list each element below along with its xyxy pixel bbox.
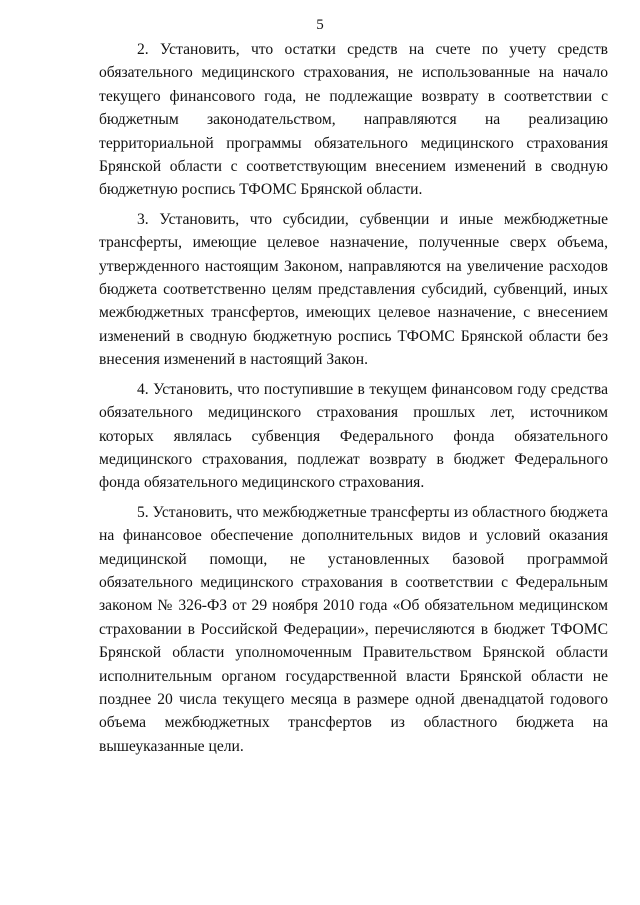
paragraph-5: 5. Установить, что межбюджетные трансферты из областного бюджета на финансовое обеспечение дополнительных видов и условий оказания медицинской помощи, не установленных базовой программой обязательного медицинского страхования в соответствии с Федеральным законом № 326-ФЗ от 29 ноября 2010 года «Об обязательном медицинском страховании в Российской Федерации», перечисляются в бюджет ТФОМС Брянской области уполномоченным Правительством Брянской области исполнительным органом государственной власти Брянской области не позднее 20 числа текущего месяца в размере одной двенадцатой годового объема межбюджетных трансфертов из областного бюджета на вышеуказанные цели. <box>99 503 608 755</box>
page-number: 5 <box>316 17 324 33</box>
paragraph-2: 2. Установить, что остатки средств на счете по учету средств обязательного медицинского страхования, не использованные на начало текущего финансового года, не подлежащие возврату в соответствии с бюджетным законодательством, направляются на реализацию территориальной программы обязательного медицинского страхования Брянской области с соответствующим внесением изменений в сводную бюджетную роспись ТФОМС Брянской области. <box>99 41 608 199</box>
document-body <box>99 38 608 764</box>
paragraph-4: 4. Установить, что поступившие в текущем финансовом году средства обязательного медицинского страхования прошлых лет, источником которых являлась субвенция Федерального фонда обязательного медицинского страхования, подлежат возврату в бюджет Федерального фонда обязательного медицинского страхования. <box>99 380 608 492</box>
paragraph-3: 3. Установить, что субсидии, субвенции и иные межбюджетные трансферты, имеющие целевое назначение, полученные сверх объема, утвержденного настоящим Законом, направляются на увеличение расходов бюджета соответственно целям представления субсидий, субвенций, иных межбюджетных трансфертов, имеющих целевое назначение, с внесением изменений в сводную бюджетную роспись ТФОМС Брянской области без внесения изменений в настоящий Закон. <box>99 210 608 369</box>
